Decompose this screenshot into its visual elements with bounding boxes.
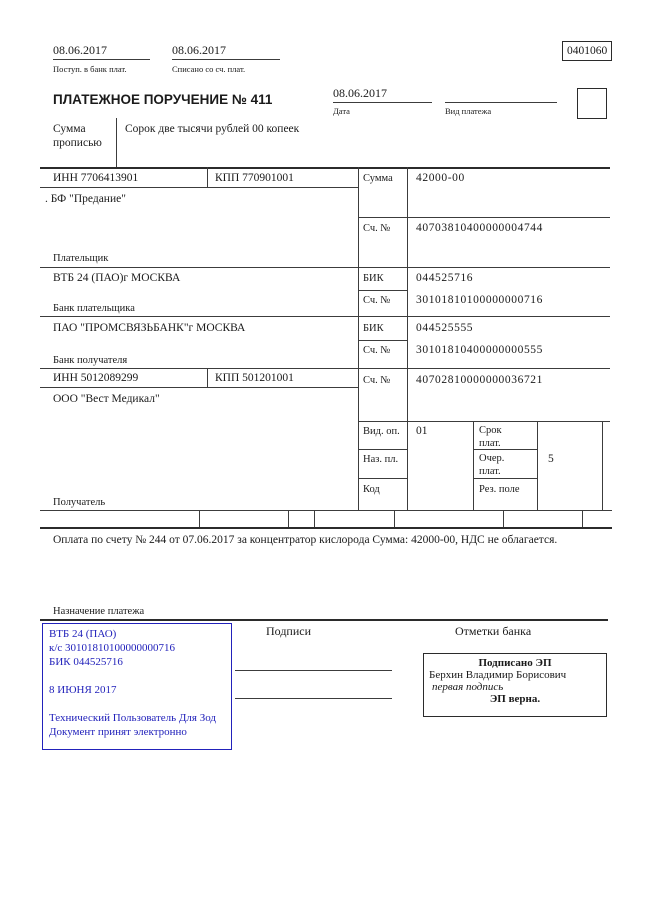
- amount-value: 42000-00: [416, 172, 465, 184]
- label-col-left: [358, 167, 359, 510]
- inn-kpp-divider-2: [207, 368, 208, 387]
- payer-account-label: Сч. №: [363, 223, 391, 234]
- status-checkbox: [577, 88, 607, 119]
- amount-in-words-text: Сорок две тысячи рублей 00 копеек: [125, 123, 300, 135]
- signature-line-1: [235, 670, 392, 671]
- beneficiary-account: 40702810000000036721: [416, 374, 543, 386]
- payerbank-bik-rule: [358, 290, 407, 291]
- inn-row-rule: [40, 187, 358, 188]
- budget-div-2: [288, 510, 289, 527]
- priority-label: Очер. плат.: [479, 453, 505, 478]
- stamp-date: 8 ИЮНЯ 2017: [49, 683, 117, 696]
- beneficiary-bank-name: ПАО "ПРОМСВЯЗЬБАНК"г МОСКВА: [53, 322, 246, 334]
- bank-stamp: [42, 623, 232, 750]
- amount-cell-rule: [358, 217, 610, 218]
- amount-label: Сумма: [363, 173, 393, 184]
- inn-kpp-divider-1: [207, 167, 208, 187]
- beneficiary-name: ООО "Вест Медикал": [53, 393, 160, 405]
- received-date-underline: [53, 59, 150, 60]
- payer-account: 40703810400000004744: [416, 222, 543, 234]
- payer-bank-account-label: Сч. №: [363, 295, 391, 306]
- purpose-text: Оплата по счету № 244 от 07.06.2017 за концентратор кислорода Сумма: 42000-00, НДС не облагается.: [53, 534, 558, 546]
- signature-line-2: [235, 698, 392, 699]
- op-type-value: 01: [416, 425, 428, 437]
- inn2-row-rule: [40, 387, 358, 388]
- signer-name: Берхин Владимир Борисович: [429, 669, 567, 681]
- table-top-rule: [40, 167, 610, 169]
- naz-rule: [358, 478, 407, 479]
- amount-in-words-label: Сумма прописью: [53, 123, 102, 150]
- payer-kpp: КПП 770901001: [215, 172, 294, 184]
- form-code: 0401060: [567, 45, 608, 57]
- budget-div-3: [314, 510, 315, 527]
- beneficiary-label: Получатель: [53, 497, 106, 508]
- payment-type-underline: [445, 102, 557, 103]
- received-in-bank-date: 08.06.2017: [53, 43, 107, 57]
- op-type-label: Вид. оп.: [363, 426, 400, 437]
- date-label: Дата: [333, 106, 350, 116]
- e-signature-box: [423, 653, 607, 717]
- debited-date-underline: [172, 59, 280, 60]
- debited-label: Списано со сч. плат.: [172, 64, 246, 74]
- beneficiary-bank-label: Банк получателя: [53, 355, 128, 366]
- ep-verified-note: ЭП верна.: [489, 693, 541, 705]
- beneficiary-account-label: Сч. №: [363, 375, 391, 386]
- purpose-label: Назначение платежа: [53, 606, 145, 617]
- stamp-corr-account: к/с 30101810100000000716: [49, 641, 176, 654]
- beneficiary-bank-account-label: Сч. №: [363, 345, 391, 356]
- reserve-field-label: Рез. поле: [479, 484, 520, 495]
- stamp-bik: БИК 044525716: [49, 655, 123, 668]
- payer-bank-bik-label: БИК: [363, 273, 384, 284]
- purpose-rule: [40, 619, 608, 621]
- beneficiary-bank-bik: 044525555: [416, 322, 474, 334]
- payment-term-label: Срок плат.: [479, 425, 502, 450]
- code-label: Код: [363, 484, 380, 495]
- signed-ep-title: Подписано ЭП: [478, 657, 552, 669]
- payer-bank-account: 30101810100000000716: [416, 294, 543, 306]
- priority-value: 5: [548, 453, 554, 465]
- table-bottom-rule: [40, 527, 612, 529]
- first-signature-note: первая подпись: [432, 681, 504, 693]
- form-code-box: [562, 41, 612, 61]
- document-title: ПЛАТЕЖНОЕ ПОРУЧЕНИЕ № 411: [53, 92, 273, 107]
- stamp-bank-name: ВТБ 24 (ПАО): [49, 628, 117, 640]
- op-type-rule: [358, 449, 407, 450]
- payer-bank-name: ВТБ 24 (ПАО)г МОСКВА: [53, 272, 181, 284]
- details-col-2: [537, 421, 538, 510]
- payer-label: Плательщик: [53, 253, 109, 264]
- payer-row-rule: [40, 267, 610, 268]
- signatures-title: Подписи: [266, 624, 312, 638]
- beneficiary-row-rule: [40, 510, 612, 511]
- payer-name: . БФ "Предание": [45, 193, 126, 205]
- details-col-1: [473, 421, 474, 510]
- payment-type-label: Вид платежа: [445, 106, 492, 116]
- details-col-3: [602, 421, 603, 510]
- bank-marks-title: Отметки банка: [455, 624, 532, 638]
- beneficiary-kpp: КПП 501201001: [215, 372, 294, 384]
- payer-bank-label: Банк плательщика: [53, 303, 135, 314]
- details-top-rule: [358, 421, 610, 422]
- payment-purpose-code-label: Наз. пл.: [363, 454, 399, 465]
- beneficiary-inn: ИНН 5012089299: [53, 372, 139, 384]
- amount-words-divider: [116, 118, 117, 168]
- stamp-note: Документ принят электронно: [49, 726, 187, 739]
- budget-div-4: [394, 510, 395, 527]
- beneficiary-bank-account: 30101810400000000555: [416, 344, 543, 356]
- benefbank-bik-rule: [358, 340, 407, 341]
- debited-date: 08.06.2017: [172, 43, 226, 57]
- payerbank-row-rule: [40, 316, 610, 317]
- label-col-right: [407, 167, 408, 510]
- benefbank-row-rule: [40, 368, 610, 369]
- budget-div-6: [582, 510, 583, 527]
- payer-bank-bik: 044525716: [416, 272, 474, 284]
- budget-div-5: [503, 510, 504, 527]
- date-underline: [333, 102, 432, 103]
- budget-div-1: [199, 510, 200, 527]
- beneficiary-bank-bik-label: БИК: [363, 323, 384, 334]
- received-in-bank-label: Поступ. в банк плат.: [53, 64, 127, 74]
- document-date: 08.06.2017: [333, 86, 387, 100]
- stamp-user: Технический Пользователь Для Зод: [49, 712, 217, 725]
- payer-inn: ИНН 7706413901: [53, 172, 139, 184]
